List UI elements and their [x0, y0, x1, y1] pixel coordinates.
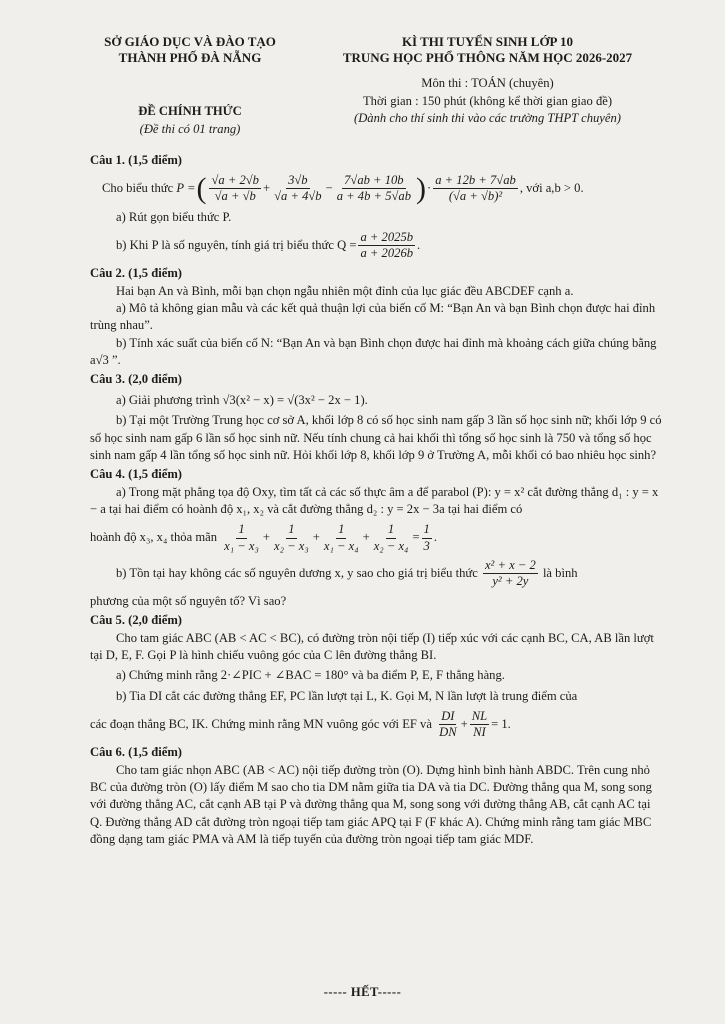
open-paren: (	[196, 171, 207, 205]
header-left	[60, 34, 320, 138]
q6-body: Cho tam giác nhọn ABC (AB < AC) nội tiếp đường tròn (O). Dựng hình bình hành ABDC. Trên cung nhỏ BC của đường tròn (O) lấy điểm M sao cho tia DM nằm giữa tia DA và tia DC. Đường thẳng qua M, song song với đường thẳng AC, cắt cạnh AB tại P và đường thẳng qua M, song song với đường thẳng AB, cắt cạnh AC tại Q. Đường thẳng AD cắt đường tròn ngoại tiếp tam giác APQ tại F (F khác A). Chứng minh rằng tam giác MBC đồng dạng tam giác PMA và AM là tiếp tuyến của đường tròn ngoại tiếp tam giác MDF.	[90, 762, 652, 847]
question-4-title: Câu 4. (1,5 điểm)	[90, 467, 182, 482]
q1-part-b: b) Khi P là số nguyên, tính giá trị biểu thức Q = $\frac{a + 2025b}{a + 2026b}$ .	[116, 229, 421, 261]
q1-fraction-4: $\frac{a + 12b + 7√ab}{\text{(√a + √b)²}}$	[435, 173, 516, 204]
q4-part-b: b) Tồn tại hay không các số nguyên dương x, y sao cho giá trị biểu thức $\frac{\text{x² + x − 2}}{\text{y² + 2y}}$ là bình	[116, 557, 578, 588]
time-line: Thời gian : 150 phút (không kể thời gian giao đề)	[362, 93, 613, 108]
question-3-title: Câu 3. (2,0 điểm)	[90, 372, 182, 387]
q2-intro: Hai bạn An và Bình, mỗi bạn chọn ngẫu nhiên một đỉnh của lục giác đều ABCDEF cạnh a.	[116, 283, 574, 298]
audience-line: (Dành cho thí sinh thi vào các trường THPT chuyên)	[354, 110, 621, 125]
q4-part-a: a) Trong mặt phẳng tọa độ Oxy, tìm tất cả các số thực âm a để parabol (P): y = x² cắt đường thẳng d₁ : y = x − a tại hai điểm có hoành độ x₁, x₂ và cắt đường thẳng d₂ : y = 2x − 3a tại hai điểm có	[90, 484, 659, 517]
q5-part-a: a) Chứng minh rằng 2·∠PIC + ∠BAC = 180° và ba điểm P, E, F thẳng hàng.	[116, 668, 505, 683]
q1-fraction-1: $\frac{√a + 2√b}{√a + √b}$	[211, 173, 259, 204]
question-4	[90, 466, 665, 610]
q5-intro: Cho tam giác ABC (AB < AC < BC), có đường tròn nội tiếp (I) tiếp xúc với các cạnh BC, CA, AB lần lượt tại D, E, F. Gọi P là hình chiếu vuông góc của C lên đường thẳng BI.	[90, 630, 654, 662]
q3-part-b: b) Tại một Trường Trung học cơ sở A, khối lớp 8 có số học sinh nam gấp 3 lần số học sinh nữ; khối lớp 9 có số học sinh nam gấp 6 lần số học sinh nữ. Nếu tính chung cả hai khối thì tổng số học sinh là 750 và tổng số học sinh nam gấp 4 lần tổng số học sinh nữ. Hỏi khối lớp 8, khối lớp 9 ở Trường A, mỗi khối có bao nhiêu học sinh?	[90, 413, 662, 462]
q2-part-b: b) Tính xác suất của biến cố N: “Bạn An và bạn Bình chọn được hai đỉnh mà khoảng cách giữa chúng bằng a√3 ”.	[90, 335, 657, 368]
q2-part-a: a) Mô tả không gian mẫu và các kết quả thuận lợi của biến cố M: “Bạn An và bạn Bình chọn được hai đỉnh trùng nhau”.	[90, 300, 656, 333]
close-paren: )	[416, 171, 427, 205]
q1-expression: Cho biểu thức P = ( $\frac{√a + 2√b}{√a + √b}$ + $\frac{3√b}{√a + 4√b}$ − $\frac{7√ab + 10b}{a + 4b + 5√ab}$ ) · $\frac{a + 12b + 7√ab}{\text{(√a + √b)²}}$ , với a,b > 0.	[102, 171, 584, 205]
subject-line: Môn thi : TOÁN (chuyên)	[421, 76, 554, 91]
q1-condition: , với a,b > 0.	[519, 181, 584, 196]
q1-intro: Cho biểu thức	[102, 181, 174, 196]
exam-header	[0, 34, 725, 144]
city-name: THÀNH PHỐ ĐÀ NẴNG	[118, 49, 262, 65]
question-6-title: Câu 6. (1,5 điểm)	[90, 745, 182, 760]
question-1	[90, 152, 665, 261]
question-3	[90, 371, 665, 464]
q1-fraction-3: $\frac{7√ab + 10b}{a + 4b + 5√ab}$	[336, 173, 412, 204]
school-year: TRUNG HỌC PHỔ THÔNG NĂM HỌC 2026-2027	[342, 49, 633, 65]
q1-p-label: P =	[176, 181, 196, 196]
q1-q-fraction: $\frac{a + 2025b}{a + 2026b}$	[360, 229, 414, 261]
question-5-title: Câu 5. (2,0 điểm)	[90, 613, 182, 628]
question-2-title: Câu 2. (1,5 điểm)	[90, 266, 182, 281]
q5-part-b-equation: các đoạn thẳng BC, IK. Chứng minh rằng MN vuông góc với EF và $\frac{DI}{DN}$ + $\frac{NL}{NI}$ = 1.	[90, 709, 511, 740]
q4-part-b-cont: phương của một số nguyên tố? Vì sao?	[90, 593, 287, 608]
q3-part-a: a) Giải phương trình √3(x² − x) = √(3x² − 2x − 1).	[116, 392, 368, 407]
end-marker: ----- HẾT-----	[323, 985, 402, 999]
question-5	[90, 612, 665, 740]
question-1-title: Câu 1. (1,5 điểm)	[90, 153, 182, 167]
official-label: ĐỀ CHÍNH THỨC	[138, 104, 242, 119]
q5-part-b: b) Tia DI cắt các đường thẳng EF, PC lần lượt tại L, K. Gọi M, N lần lượt là trung điểm của	[116, 688, 578, 703]
q1-part-a: a) Rút gọn biểu thức P.	[116, 209, 232, 224]
page-count: (Đề thi có 01 trang)	[139, 121, 241, 136]
department-name: SỞ GIÁO DỤC VÀ ĐÀO TẠO	[104, 34, 276, 49]
header-right	[300, 34, 675, 127]
exam-content	[90, 150, 665, 849]
exam-title: KÌ THI TUYỂN SINH LỚP 10	[401, 34, 574, 49]
question-6	[90, 744, 665, 848]
question-2	[90, 265, 665, 369]
q1-fraction-2: $\frac{3√b}{√a + 4√b}$	[274, 173, 322, 204]
q4-part-a-equation: hoành độ x₃, x₄ thỏa mãn $\frac{1}{\text{x₁ − x₃}}$ + $\frac{1}{\text{x₂ − x₃}}$ + $\frac{1}{\text{x₁ − x₄}}$ + $\frac{1}{\text{x₂ − x₄}}$ = $\frac{1}{3}$ .	[90, 522, 437, 553]
